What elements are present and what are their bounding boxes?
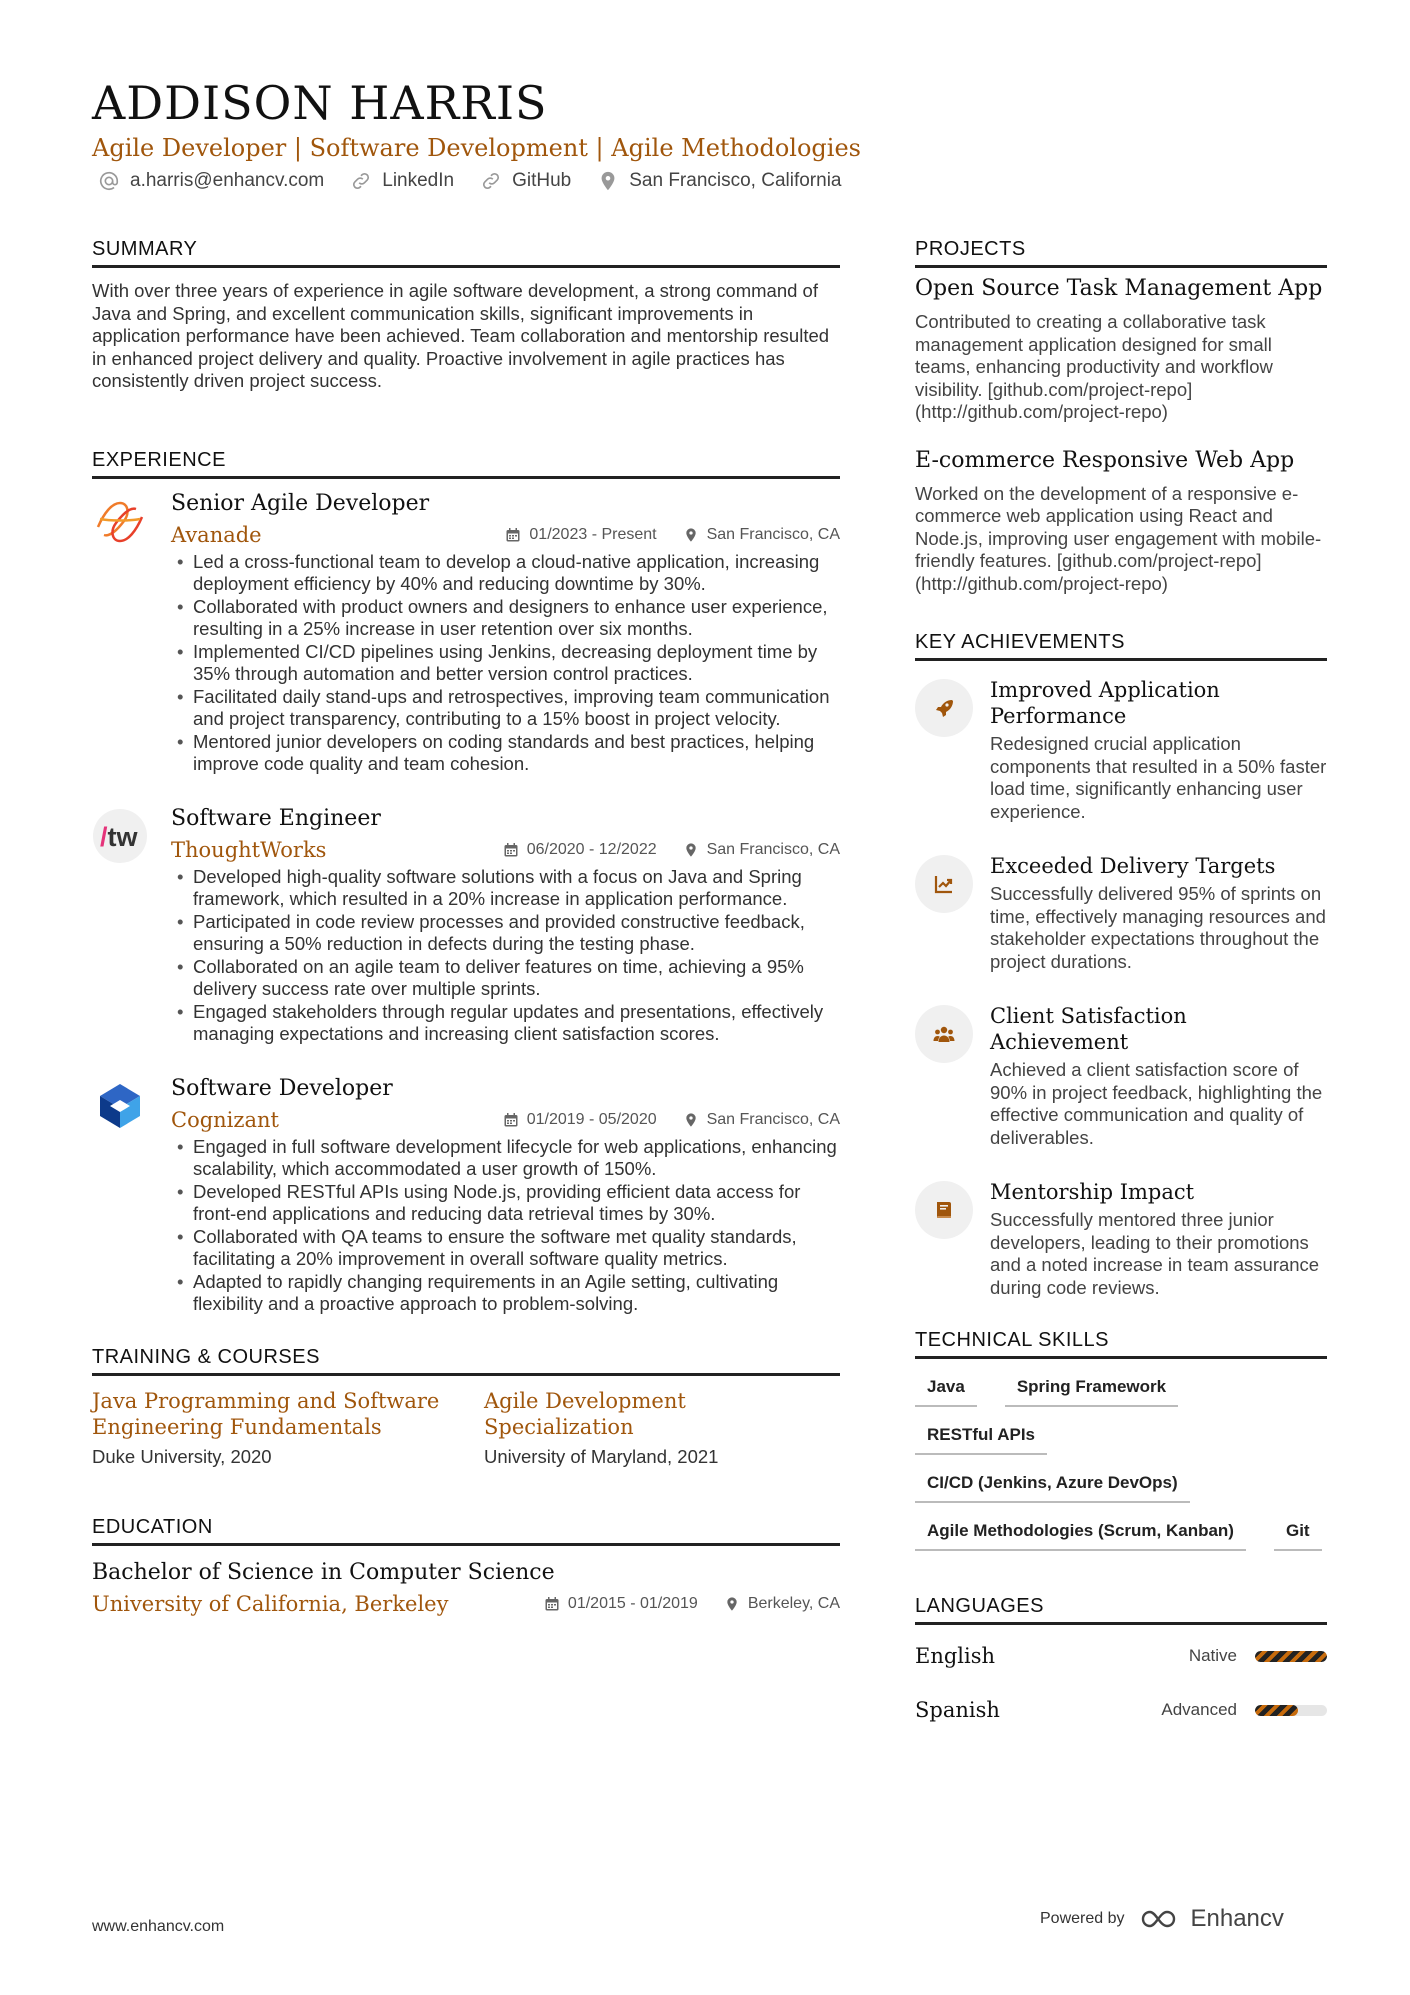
job-dates [505,526,656,544]
candidate-subtitle: Agile Developer | Software Development | Agile Methodologies [92,134,861,162]
projects-section [915,238,1327,595]
github-text: GitHub [512,170,572,191]
achievement-title: Improved Application Performance [990,678,1220,728]
job-dates [503,1111,657,1129]
bullet-item: • Led a cross-functional team to develop a cloud-native application, increasing deployment efficiency by 40% and reducing downtime by 30%. [171,551,840,596]
languages-section [915,1595,1327,1737]
section-title: TRAINING & COURSES [92,1346,840,1376]
map-pin-icon [683,842,699,858]
job-title: Senior Agile Developer [171,490,430,516]
job-bullets [171,551,840,776]
job-title: Software Developer [171,1075,393,1101]
job-meta [503,841,840,859]
section-title: LANGUAGES [915,1595,1327,1625]
job-dates [503,841,657,859]
bullet-item: • Developed high-quality software solutions with a focus on Java and Spring framework, which resulted in a 20% increase in application performance. [171,866,840,911]
bullet-item: • Collaborated with product owners and designers to enhance user experience, resulting in a 25% increase in user retention over six months. [171,596,840,641]
language-proficiency-fill [1255,1651,1327,1662]
achievement-item [915,677,1327,823]
summary-section [92,238,840,393]
map-pin-icon [683,1112,699,1128]
achievement-title: Mentorship Impact [990,1180,1195,1204]
company-name: Avanade [171,522,262,547]
job-bullets [171,866,840,1046]
map-pin-icon [724,1596,740,1612]
users-icon [915,1005,973,1063]
language-proficiency-fill [1255,1705,1298,1716]
email-text: a.harris@enhancv.com [130,170,325,191]
bullet-item: • Implemented CI/CD pipelines using Jenkins, decreasing deployment time by 35% through automation and better version control practices. [171,641,840,686]
education-dates-text: 01/2015 - 01/2019 [567,1594,698,1612]
calendar-icon [505,527,521,543]
summary-text: With over three years of experience in agile software development, a strong command of Java and Spring, and excellent communication skills, significant improvements in application performance have been achieved. Team collaboration and mentorship resulted in enhanced project delivery and quality. Proactive involvement in agile practices has consistently driven project success. [92,280,830,391]
education-degree: Bachelor of Science in Computer Science [92,1559,555,1585]
skill-tag: Spring Framework [1005,1377,1178,1407]
training-provider: University of Maryland, 2021 [484,1445,719,1467]
section-title: SUMMARY [92,238,840,268]
achievement-description: Redesigned crucial application components that resulted in a 50% faster load time, significantly enhancing user experience. [990,733,1327,822]
job-location [683,526,840,544]
job-location-text: San Francisco, CA [706,840,840,858]
skills-list [915,1377,1327,1551]
bullet-item: • Facilitated daily stand-ups and retrospectives, improving team communication and project transparency, contributing to a 15% boost in project velocity. [171,686,840,731]
section-title: TECHNICAL SKILLS [915,1329,1327,1359]
linkedin-text: LinkedIn [382,170,455,191]
job-meta-row [171,519,840,551]
powered-by-label: Powered by [1040,1910,1125,1927]
contact-location [597,170,841,192]
job-dates-text: 01/2019 - 05/2020 [526,1110,657,1128]
job-dates-text: 01/2023 - Present [529,525,657,543]
training-item [92,1388,448,1468]
job-meta-row [171,1104,840,1136]
language-level: Advanced [1161,1700,1237,1719]
achievement-description: Achieved a client satisfaction score of 90% in project feedback, highlighting the effective communication and quality of deliverables. [990,1059,1323,1148]
achievement-item [915,853,1327,973]
education-location [724,1595,840,1613]
thoughtworks-logo-icon [92,808,148,864]
contact-github[interactable] [480,170,571,192]
job-meta [503,1111,840,1129]
job-location [683,841,840,859]
right-column [915,238,1327,1793]
bullet-item: • Collaborated with QA teams to ensure the software met quality standards, facilitating a 20% improvement in overall software quality metrics. [171,1226,840,1271]
chart-line-icon [915,855,973,913]
map-pin-icon [597,170,619,192]
language-name: English [915,1644,996,1668]
candidate-name: ADDISON HARRIS [92,76,548,130]
achievement-item [915,1179,1327,1299]
bullet-item: • Participated in code review processes and provided constructive feedback, ensuring a 50% reduction in defects during the testing phase. [171,911,840,956]
training-item [484,1388,840,1468]
language-item [915,1683,1327,1737]
avanade-logo-icon [92,493,148,549]
training-title: Java Programming and Software Engineering Fundamentals [92,1388,440,1439]
enhancv-logo[interactable] [1139,1905,1284,1933]
left-column [92,238,840,1676]
skill-tag: Git [1274,1521,1322,1551]
skill-tag: Java [915,1377,977,1407]
achievement-description: Successfully delivered 95% of sprints on time, effectively managing resources and stakeholder expectations throughout the project durations. [990,883,1326,972]
education-section [92,1516,840,1620]
achievement-title: Exceeded Delivery Targets [990,854,1276,878]
project-title: Open Source Task Management App [915,276,1323,301]
logo-slash: / [100,821,108,852]
language-level: Native [1188,1646,1237,1665]
job-location-text: San Francisco, CA [706,525,840,543]
link-icon [350,170,372,192]
job-location-text: San Francisco, CA [706,1110,840,1128]
svg-text:/tw: /tw [100,821,138,852]
map-pin-icon [683,527,699,543]
language-name: Spanish [915,1698,1000,1722]
language-item [915,1629,1327,1683]
job-entry [92,489,840,776]
job-bullets [171,1136,840,1316]
book-icon [915,1181,973,1239]
rocket-icon [915,679,973,737]
job-entry [92,1074,840,1316]
section-title: EDUCATION [92,1516,840,1546]
achievement-description: Successfully mentored three junior developers, leading to their promotions and a noted increase in team assurance during code reviews. [990,1209,1320,1298]
infinity-icon [1139,1907,1183,1931]
job-location [683,1111,840,1129]
bullet-item: • Mentored junior developers on coding standards and best practices, helping improve code quality and team cohesion. [171,731,840,776]
training-list [92,1388,840,1468]
project-description: Contributed to creating a collaborative task management application designed for small teams, enhancing productivity and workflow visibility. [github.com/project-repo](http://github.com/project-repo) [915,311,1273,422]
training-section [92,1346,840,1468]
language-proficiency-bar [1255,1651,1327,1662]
job-meta-row [171,834,840,866]
education-school: University of California, Berkeley [92,1591,449,1616]
skills-section [915,1329,1327,1551]
company-name: Cognizant [171,1107,279,1132]
skill-tag: Agile Methodologies (Scrum, Kanban) [915,1521,1246,1551]
at-icon [98,170,120,192]
project-description: Worked on the development of a responsive e-commerce web application using React and Node.js, improving user engagement with mobile-friendly features. [github.com/project-repo](http://github.com/project-repo) [915,482,1322,594]
cognizant-logo-icon [92,1078,148,1134]
calendar-icon [503,1112,519,1128]
contact-bar [98,170,842,192]
training-title: Agile Development Specialization [484,1388,686,1439]
education-dates [544,1595,698,1613]
experience-section [92,449,840,1316]
contact-email[interactable] [98,170,324,192]
skill-tag: RESTful APIs [915,1425,1047,1455]
bullet-item: • Developed RESTful APIs using Node.js, providing efficient data access for front-end applications and reducing data retrieval times by 30%. [171,1181,840,1226]
section-title: EXPERIENCE [92,449,840,479]
job-meta [505,526,840,544]
section-title: KEY ACHIEVEMENTS [915,631,1327,661]
calendar-icon [544,1596,560,1612]
bullet-item: • Engaged in full software development lifecycle for web applications, enhancing scalability, which accommodated a user growth of 150%. [171,1136,840,1181]
achievement-item [915,1003,1327,1149]
education-meta [544,1595,840,1613]
job-title: Software Engineer [171,805,381,831]
skill-tag: CI/CD (Jenkins, Azure DevOps) [915,1473,1190,1503]
contact-linkedin[interactable] [350,170,454,192]
company-name: ThoughtWorks [171,837,327,862]
education-location-text: Berkeley, CA [747,1594,840,1612]
training-provider: Duke University, 2020 [92,1445,272,1467]
link-icon [480,170,502,192]
bullet-item: • Collaborated on an agile team to deliver features on time, achieving a 95% delivery success rate over multiple sprints. [171,956,840,1001]
bullet-item: • Adapted to rapidly changing requirements in an Agile setting, cultivating flexibility and a proactive approach to problem-solving. [171,1271,840,1316]
achievements-section [915,631,1327,1299]
footer-branding [1040,1905,1284,1933]
project-title: E-commerce Responsive Web App [915,447,1295,473]
footer-website[interactable]: www.enhancv.com [92,1918,225,1935]
education-meta-row [92,1588,840,1620]
language-proficiency-bar [1255,1705,1327,1716]
calendar-icon [503,842,519,858]
job-dates-text: 06/2020 - 12/2022 [526,840,657,858]
brand-name: Enhancv [1190,1905,1284,1932]
bullet-item: • Engaged stakeholders through regular updates and presentations, effectively managing expectations and increasing client satisfaction scores. [171,1001,840,1046]
location-text: San Francisco, California [629,170,842,191]
job-entry [92,804,840,1046]
achievement-title: Client Satisfaction Achievement [990,1004,1187,1054]
section-title: PROJECTS [915,238,1327,268]
